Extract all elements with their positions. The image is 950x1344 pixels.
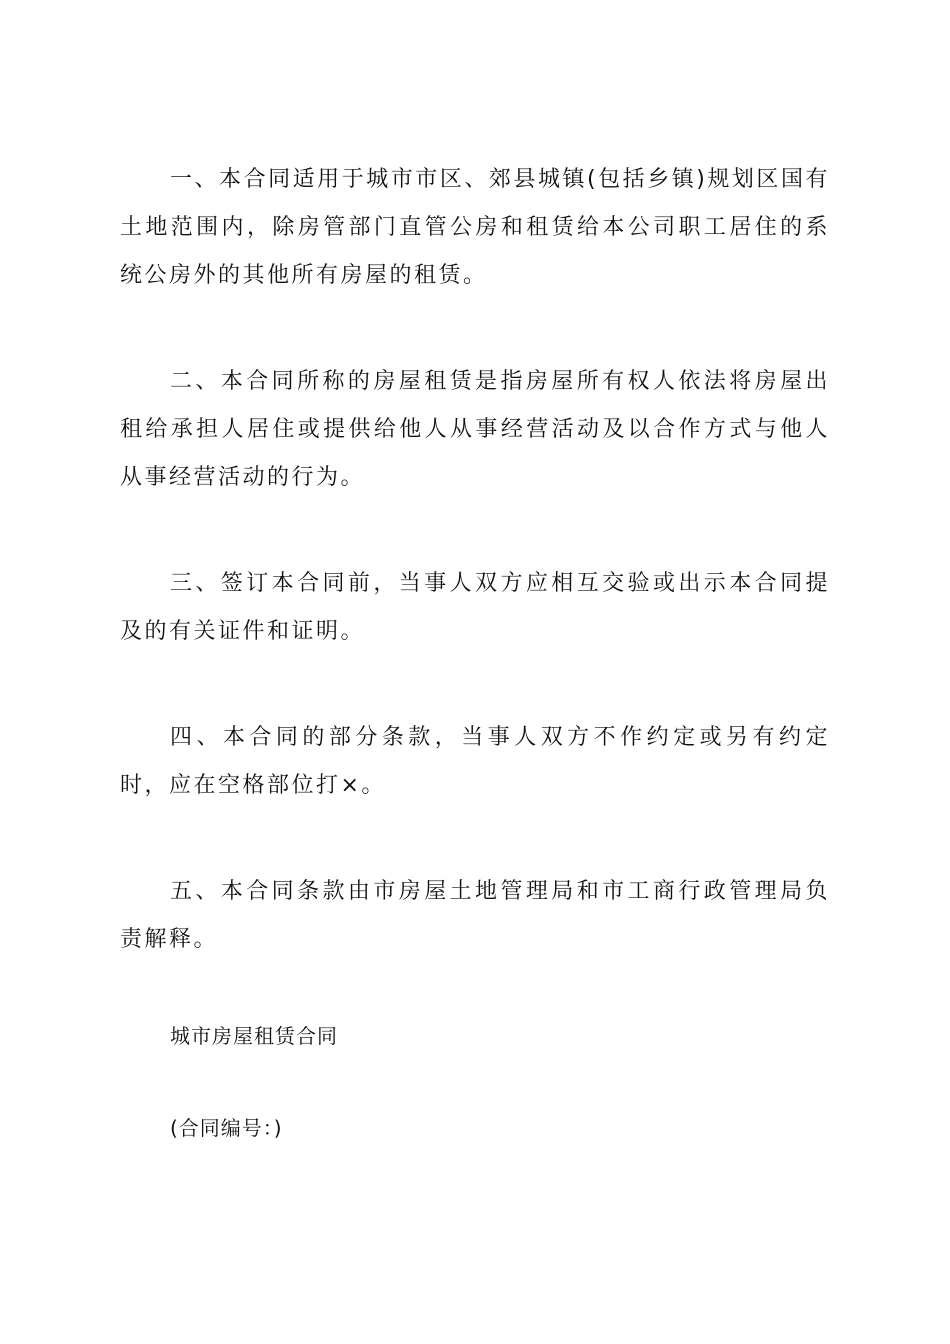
paragraph-4: 四、本合同的部分条款，当事人双方不作约定或另有约定时，应在空格部位打×。: [120, 725, 830, 798]
paragraph-spacer: [120, 810, 830, 868]
paragraph-spacer: [120, 656, 830, 714]
paragraph-spacer: [120, 300, 830, 358]
contract-number: (合同编号：): [170, 1116, 283, 1140]
paragraph-1: 一、本合同适用于城市市区、郊县城镇(包括乡镇)规划区国有土地范围内，除房管部门直管公房和租赁给本公司职工居住的系统公房外的其他所有房屋的租赁。: [120, 167, 830, 288]
paragraph-spacer: [120, 502, 830, 560]
document-body: [120, 156, 830, 1148]
paragraph-2: 二、本合同所称的房屋租赁是指房屋所有权人依法将房屋出租给承担人居住或提供给他人从事经营活动及以合作方式与他人从事经营活动的行为。: [120, 369, 830, 490]
contract-title: 城市房屋租赁合同: [170, 1024, 338, 1048]
paragraph-5: 五、本合同条款由市房屋土地管理局和市工商行政管理局负责解释。: [120, 879, 830, 952]
paragraph-spacer: [120, 1056, 830, 1108]
paragraph-spacer: [120, 964, 830, 1016]
paragraph-3: 三、签订本合同前，当事人双方应相互交验或出示本合同提及的有关证件和证明。: [120, 571, 830, 644]
